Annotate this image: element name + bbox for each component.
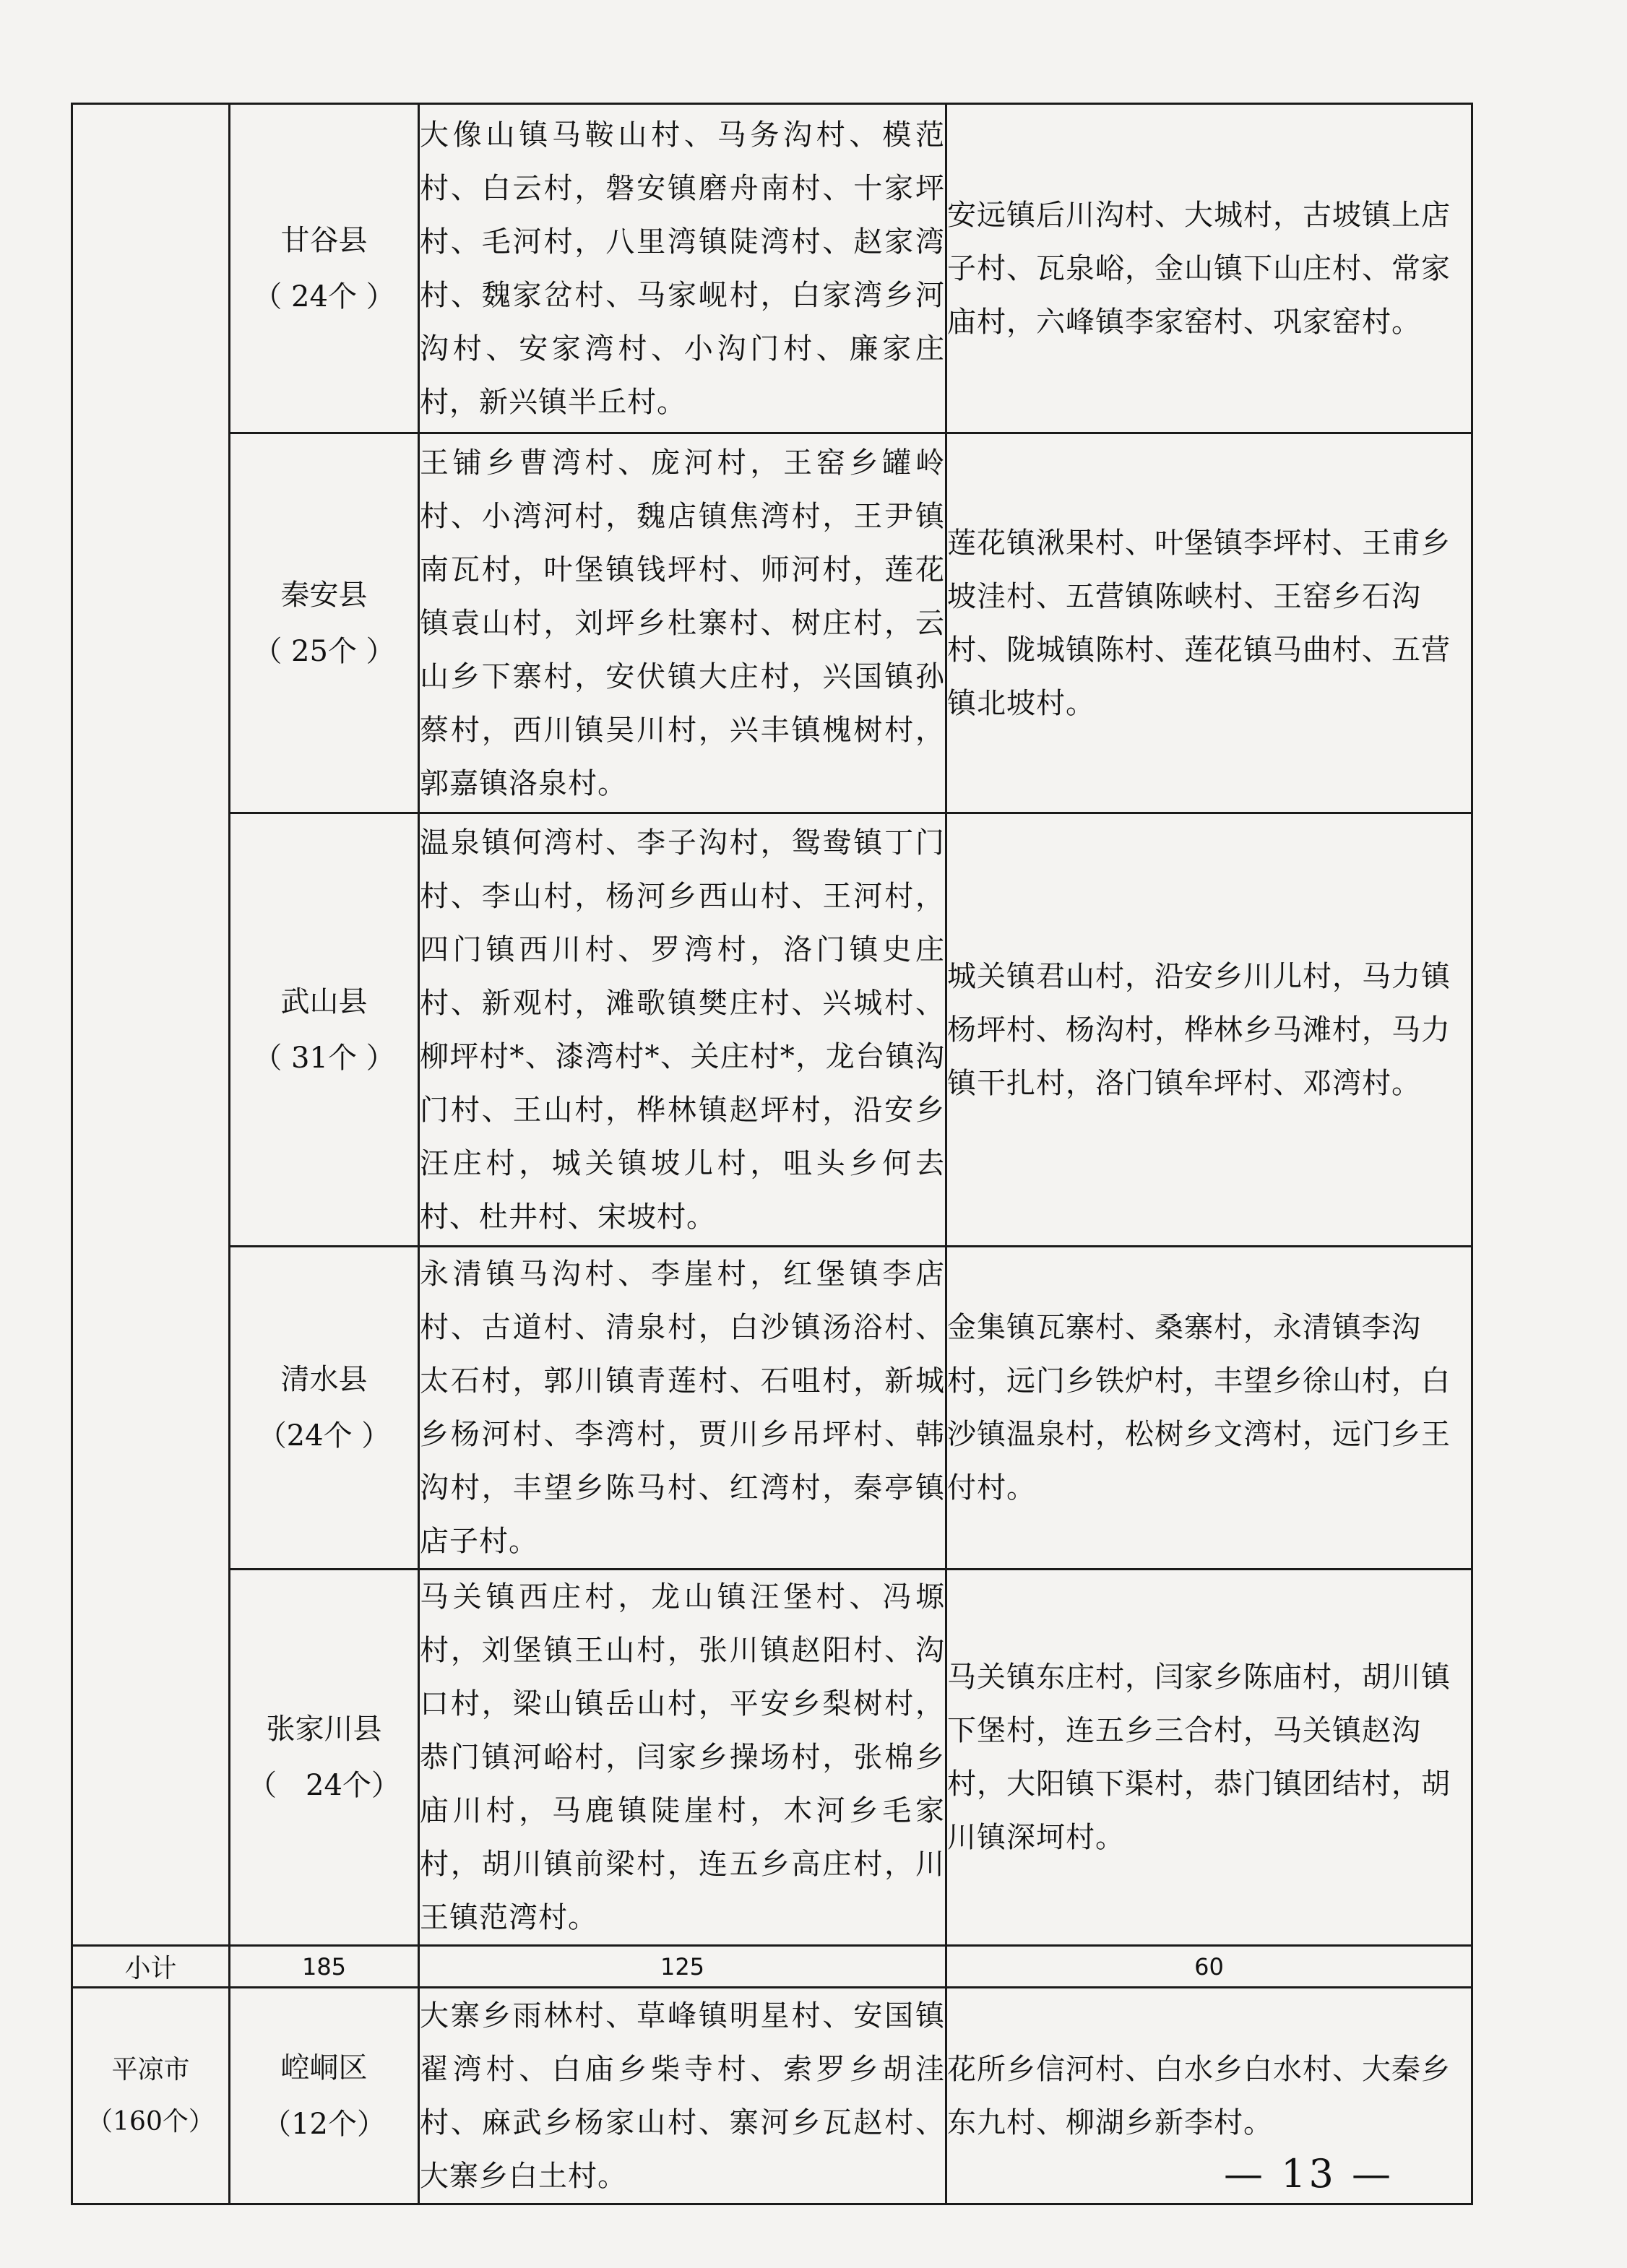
county-count: （12个） [262, 2107, 386, 2141]
village-list-table [71, 103, 1473, 2205]
table-row [72, 1247, 1472, 1570]
subtotal-label: 小计 [72, 1946, 230, 1988]
subtotal-total: 185 [230, 1946, 419, 1988]
county-cell [230, 433, 419, 813]
county-cell [230, 104, 419, 433]
county-cell [230, 1247, 419, 1570]
county-count: （ 24个） [248, 1769, 400, 1802]
county-count: （ 31个 ） [253, 1041, 395, 1075]
village-list-b: 安远镇后川沟村、大城村，古坡镇上店子村、瓦泉峪，金山镇下山庄村、常家庙村，六峰镇李家窑村、巩家窑村。 [946, 104, 1472, 433]
county-count: （24个 ） [257, 1419, 391, 1453]
county-count: （ 25个 ） [253, 634, 395, 668]
county-cell [230, 813, 419, 1247]
village-list-b: 莲花镇湫果村、叶堡镇李坪村、王甫乡坡洼村、五营镇陈峡村、王窑乡石沟村、陇城镇陈村、莲花镇马曲村、五营镇北坡村。 [946, 433, 1472, 813]
city-cell [72, 1988, 230, 2204]
city-count: （160个） [87, 2106, 215, 2137]
county-count: （ 24个 ） [253, 280, 395, 313]
county-cell [230, 1570, 419, 1946]
county-name: 崆峒区 [280, 2051, 368, 2085]
table-row [72, 813, 1472, 1247]
village-list-b: 金集镇瓦寨村、桑寨村，永清镇李沟村，远门乡铁炉村，丰望乡徐山村，白沙镇温泉村，松树乡文湾村，远门乡王付村。 [946, 1247, 1472, 1570]
table-row [72, 433, 1472, 813]
village-list-a: 温泉镇何湾村、李子沟村，鸳鸯镇丁门村、李山村，杨河乡西山村、王河村，四门镇西川村、罗湾村，洛门镇史庄村、新观村，滩歌镇樊庄村、兴城村、柳坪村*、漆湾村*、关庄村*，龙台镇沟门村、王山村，桦林镇赵坪村，沿安乡汪庄村，城关镇坡儿村，咀头乡何去村、杜井村、宋坡村。 [419, 813, 946, 1247]
county-name: 秦安县 [280, 578, 368, 612]
village-list-b: 马关镇东庄村，闫家乡陈庙村，胡川镇下堡村，连五乡三合村，马关镇赵沟村，大阳镇下渠村，恭门镇团结村，胡川镇深坷村。 [946, 1570, 1472, 1946]
table-row [72, 1570, 1472, 1946]
subtotal-a: 125 [419, 1946, 946, 1988]
subtotal-b: 60 [946, 1946, 1472, 1988]
county-name: 清水县 [280, 1363, 368, 1396]
county-cell [230, 1988, 419, 2204]
county-name: 甘谷县 [280, 223, 368, 257]
table-row [72, 104, 1472, 433]
county-name: 武山县 [280, 984, 368, 1018]
village-list-b: 城关镇君山村，沿安乡川儿村，马力镇杨坪村、杨沟村，桦林乡马滩村，马力镇干扎村，洛门镇牟坪村、邓湾村。 [946, 813, 1472, 1247]
village-list-a: 王铺乡曹湾村、庞河村，王窑乡罐岭村、小湾河村，魏店镇焦湾村，王尹镇南瓦村，叶堡镇钱坪村、师河村，莲花镇袁山村，刘坪乡杜寨村、树庄村，云山乡下寨村，安伏镇大庄村，兴国镇孙蔡村，西川镇吴川村，兴丰镇槐树村，郭嘉镇洛泉村。 [419, 433, 946, 813]
city-cell-empty [72, 104, 230, 1946]
village-list-b: 花所乡信河村、白水乡白水村、大秦乡东九村、柳湖乡新李村。 [946, 1988, 1472, 2204]
village-list-a: 永清镇马沟村、李崖村，红堡镇李店村、古道村、清泉村，白沙镇汤浴村、太石村，郭川镇青莲村、石咀村，新城乡杨河村、李湾村，贾川乡吊坪村、韩沟村，丰望乡陈马村、红湾村，秦亭镇店子村。 [419, 1247, 946, 1570]
city-name: 平凉市 [111, 2054, 190, 2085]
subtotal-row [72, 1946, 1472, 1988]
village-list-a: 马关镇西庄村，龙山镇汪堡村、冯塬村，刘堡镇王山村，张川镇赵阳村、沟口村，梁山镇岳山村，平安乡梨树村，恭门镇河峪村，闫家乡操场村，张棉乡庙川村，马鹿镇陡崖村，木河乡毛家村，胡川镇前梁村，连五乡高庄村，川王镇范湾村。 [419, 1570, 946, 1946]
village-list-a: 大像山镇马鞍山村、马务沟村、模范村、白云村，磐安镇磨舟南村、十家坪村、毛河村，八里湾镇陡湾村、赵家湾村、魏家岔村、马家岘村，白家湾乡河沟村、安家湾村、小沟门村、廉家庄村，新兴镇半丘村。 [419, 104, 946, 433]
county-name: 张家川县 [266, 1713, 382, 1746]
village-list-a: 大寨乡雨林村、草峰镇明星村、安国镇翟湾村、白庙乡柴寺村、索罗乡胡洼村、麻武乡杨家山村、寨河乡瓦赵村、大寨乡白土村。 [419, 1988, 946, 2204]
page-number: — 13 — [1224, 2151, 1394, 2196]
